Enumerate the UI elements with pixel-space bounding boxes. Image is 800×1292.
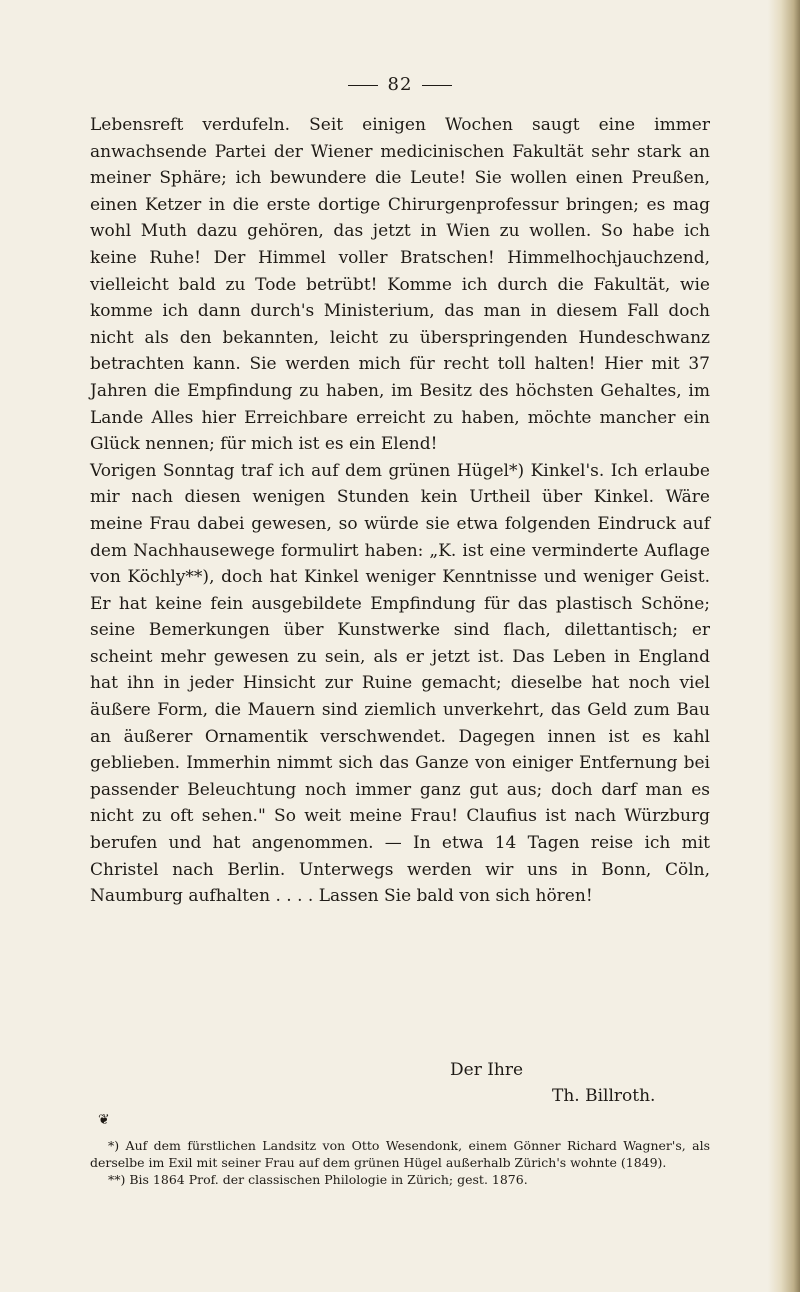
- closing-text: Der Ihre: [450, 1060, 524, 1080]
- page-header: [0, 74, 800, 95]
- footnotes: [90, 1137, 710, 1188]
- footnote-2: **) Bis 1864 Prof. der classischen Philologie in Zürich; gest. 1876.: [108, 1172, 528, 1187]
- header-dash-right: [422, 85, 452, 86]
- paragraph-1: Lebensreft verdufeln. Seit einigen Wochen saugt eine immer anwachsende Partei der Wiener medicinischen Fakultät sehr stark an meiner Sphäre; ich bewundere die Leute! Sie wollen einen Preußen, einen Ketzer in die erste dortige Chirurgenprofessur bringen; es mag wohl Muth dazu gehören, das jetzt in Wien zu wollen. So habe ich keine Ruhe! Der Himmel voller Bratschen! Himmelhochjauchzend, vielleicht bald zu Tode betrübt! Komme ich durch die Fakultät, wie komme ich dann durch's Ministerium, das man in diesem Fall doch nicht als den bekannten, leicht zu überspringenden Hundeschwanz betrachten kann. Sie werden mich für recht toll halten! Hier mit 37 Jahren die Empfindung zu haben, im Besitz des höchsten Gehaltes, im Lande Alles hier Erreichbare erreicht zu haben, möchte mancher ein Glück nennen; für mich ist es ein Elend!: [90, 115, 710, 455]
- paragraph-2: Vorigen Sonntag traf ich auf dem grünen Hügel*) Kinkel's. Ich erlaube mir nach diesen wenigen Stunden kein Urtheil über Kinkel. Wäre meine Frau dabei gewesen, so würde sie etwa folgenden Eindruck auf dem Nachhausewege formulirt haben: „K. ist eine verminderte Auflage von Köchly**), doch hat Kinkel weniger Kenntnisse und weniger Geist. Er hat keine fein ausgebildete Empfindung für das plastisch Schöne; seine Bemerkungen über Kunstwerke sind flach, dilettantisch; er scheint mehr gewesen zu sein, als er jetzt ist. Das Leben in England hat ihn in jeder Hinsicht zur Ruine gemacht; dieselbe hat noch viel äußere Form, die Mauern sind ziemlich unverkehrt, das Geld zum Bau an äußerer Ornamentik verschwendet. Dagegen innen ist es kahl geblieben. Immerhin nimmt sich das Ganze von einiger Entfernung bei passender Beleuchtung noch immer ganz gut aus; doch darf man es nicht zu oft sehen." So weit meine Frau! Claufius ist nach Würzburg berufen und hat angenommen. — In etwa 14 Tagen reise ich mit Christel nach Berlin. Unterwegs werden wir uns in Bonn, Cöln, Naumburg aufhalten . . . . Lassen Sie bald von sich hören!: [90, 460, 710, 907]
- footnote-1: *) Auf dem fürstlichen Landsitz von Otto Wesendonk, einem Gönner Richard Wagner's, als derselbe im Exil mit seiner Frau auf dem grünen Hügel außerhalb Zürich's wohnte (1849).: [90, 1138, 710, 1170]
- header-dash-left: [348, 85, 378, 86]
- letter-body: [90, 112, 710, 910]
- page-edge-shadow: [768, 0, 800, 1292]
- page-number: 82: [387, 74, 413, 95]
- separator-ornament-icon: ❦: [98, 1112, 110, 1128]
- signature-text: Th. Billroth.: [552, 1086, 656, 1106]
